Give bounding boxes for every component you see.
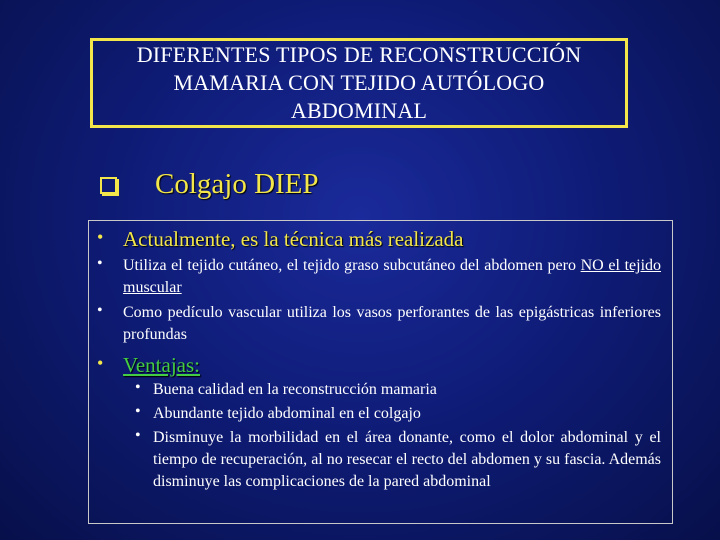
content-box (88, 220, 673, 524)
bullet-icon: • (135, 403, 141, 420)
main-point: Actualmente, es la técnica más realizada (123, 227, 464, 251)
tissue-text: Utiliza el tejido cutáneo, el tejido graso subcutáneo del abdomen pero (123, 257, 581, 274)
tissue-point (123, 255, 661, 299)
bullet-icon: • (135, 379, 141, 396)
vascular-point: Como pedículo vascular utiliza los vasos perforantes de las epigástricas inferiores profundas (123, 304, 661, 343)
tissue-emphasis: NO el tejido muscular (123, 257, 662, 296)
ventaja-text: Buena calidad en la reconstrucción mamaria (153, 381, 437, 398)
checkbox-bullet-icon (100, 177, 117, 194)
ventaja-text: Abundante tejido abdominal en el colgajo (153, 405, 421, 422)
slide-title-box (90, 38, 628, 128)
heading-text: Colgajo DIEP (155, 168, 319, 200)
slide-title: DIFERENTES TIPOS DE RECONSTRUCCIÓN MAMARIA CON TEJIDO AUTÓLOGO ABDOMINAL (136, 42, 582, 123)
ventajas-label: Ventajas: (123, 353, 200, 377)
bullet-icon: • (97, 302, 103, 319)
bullet-icon: • (97, 353, 104, 373)
bullet-icon: • (97, 255, 103, 272)
bullet-icon: • (135, 427, 141, 444)
ventaja-text: Disminuye la morbilidad en el área donante, como el dolor abdominal y el tiempo de recuperación, al no resecar el recto del abdomen y su fascia. Además disminuye las complicaciones de la pared abdominal (153, 429, 661, 490)
bullet-icon: • (97, 227, 104, 247)
section-heading (100, 168, 319, 201)
